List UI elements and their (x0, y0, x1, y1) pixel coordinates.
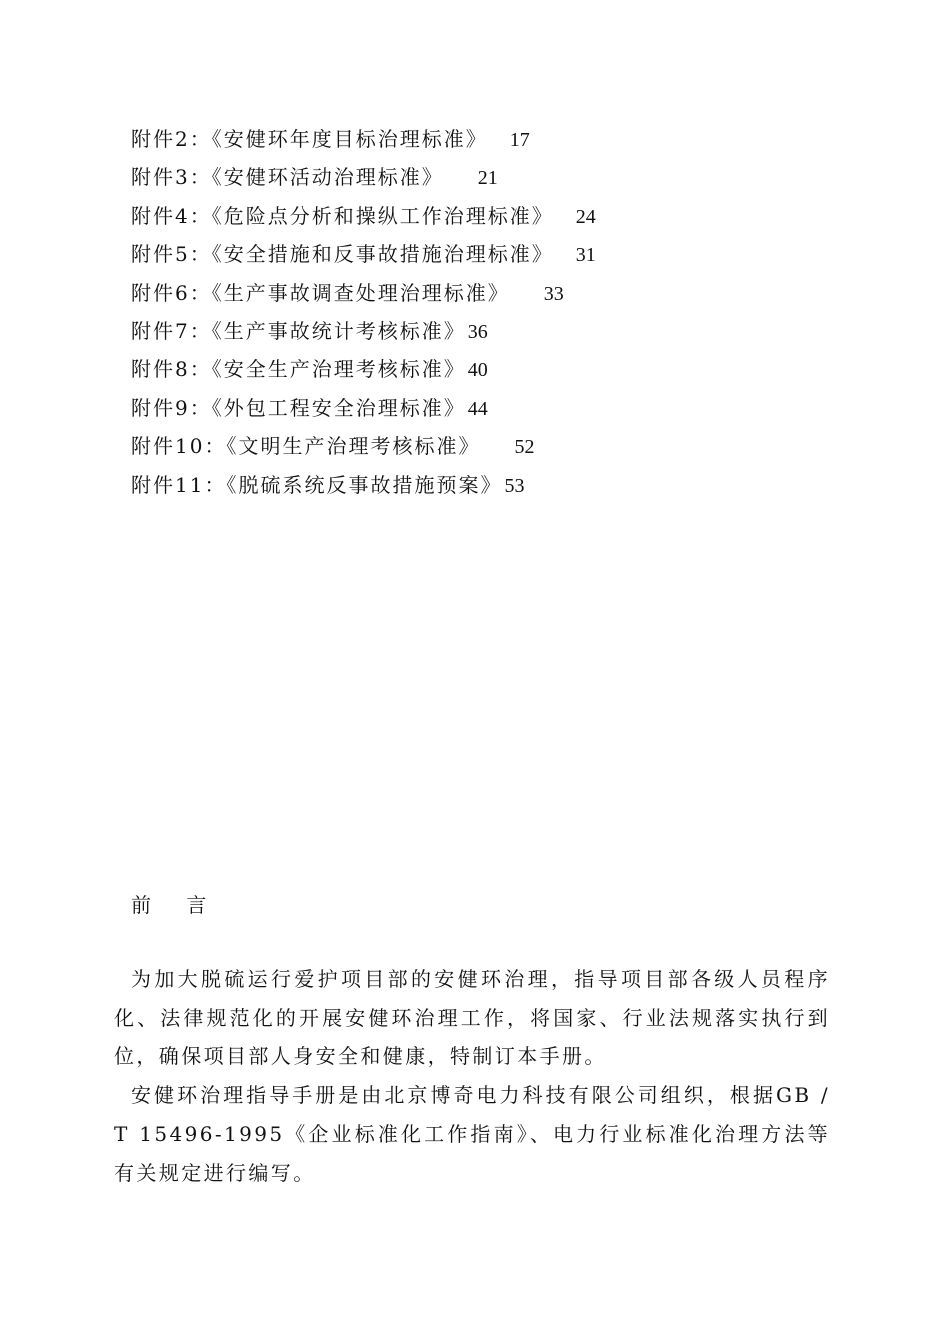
toc-item[interactable] (131, 389, 831, 427)
toc-item-page: 40 (467, 359, 488, 382)
toc-item[interactable] (131, 158, 831, 196)
toc-item-label: 附件10：《文明生产治理考核标准》 (131, 434, 481, 459)
toc-item[interactable] (131, 197, 831, 235)
toc-item-label: 附件7：《生产事故统计考核标准》 (131, 318, 466, 343)
toc-item-label: 附件8：《安全生产治理考核标准》 (131, 357, 466, 382)
preface-paragraph: 为加大脱硫运行爱护项目部的安健环治理，指导项目部各级人员程序化、法律规范化的开展安健环治理工作，将国家、行业法规落实执行到位，确保项目部人身安全和健康，特制订本手册。 (114, 967, 830, 1069)
toc-item[interactable] (131, 274, 831, 312)
toc-item-page: 36 (467, 320, 488, 343)
toc-item[interactable] (131, 427, 831, 465)
toc-item-page: 21 (477, 167, 498, 190)
toc-item[interactable] (131, 235, 831, 273)
toc-item-page: 31 (575, 244, 596, 267)
preface-paragraph: 安健环治理指导手册是由北京博奇电力科技有限公司组织，根据GB / T 15496-1995《企业标准化工作指南》、电力行业标准化治理方法等有关规定进行编写。 (114, 1083, 830, 1185)
preface-body (114, 960, 830, 1192)
toc-item[interactable] (131, 312, 831, 350)
toc-item-label: 附件2：《安健环年度目标治理标准》 (131, 127, 488, 151)
toc-item-page: 17 (509, 129, 530, 151)
toc-item-label: 附件4：《危险点分析和操纵工作治理标准》 (131, 203, 554, 228)
toc-item-label: 附件5：《安全措施和反事故措施治理标准》 (131, 242, 554, 267)
table-of-contents (131, 120, 831, 504)
preface-title: 前 言 (131, 893, 209, 917)
toc-item-page: 33 (543, 282, 564, 305)
toc-item[interactable] (131, 350, 831, 388)
toc-item-label: 附件11：《脱硫系统反事故措施预案》 (131, 472, 503, 497)
toc-item-page: 52 (514, 436, 535, 459)
toc-item-page: 44 (467, 397, 488, 420)
toc-item-page: 53 (504, 474, 525, 497)
toc-item[interactable] (131, 120, 831, 158)
toc-item-page: 24 (575, 205, 596, 228)
toc-item-label: 附件9：《外包工程安全治理标准》 (131, 395, 466, 420)
toc-item[interactable] (131, 466, 831, 504)
toc-item-label: 附件6：《生产事故调查处理治理标准》 (131, 280, 510, 305)
toc-item-label: 附件3：《安健环活动治理标准》 (131, 165, 444, 190)
